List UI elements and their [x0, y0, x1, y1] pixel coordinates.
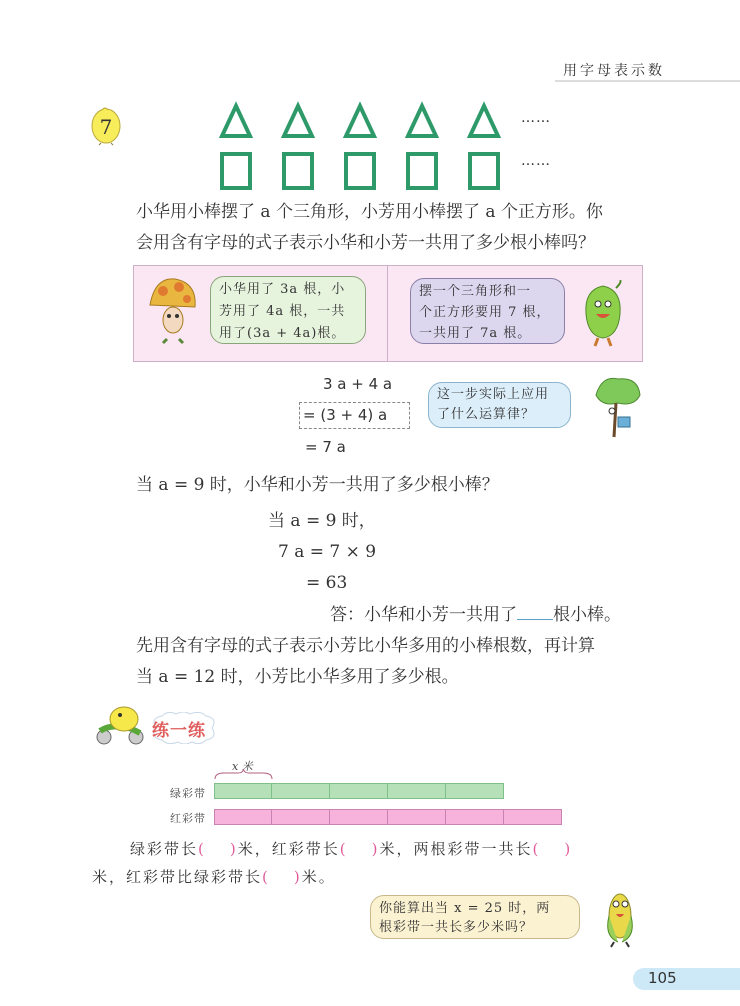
square-shape [222, 154, 250, 188]
ribbon-segment [504, 809, 562, 825]
squares-ellipsis: …… [521, 153, 551, 169]
chapter-title: 用字母表示数 [563, 63, 665, 79]
pepper-character-icon [578, 280, 628, 348]
pepper-speech-bubble: 摆一个三角形和一 个正方形要用 7 根， 一共用了 7a 根。 [410, 278, 565, 344]
ribbon-segment [272, 809, 330, 825]
ribbon-segment [214, 783, 272, 799]
example-number-badge-icon [88, 104, 124, 146]
ribbon-segment [214, 809, 272, 825]
discussion-divider [387, 265, 388, 362]
square-shape [470, 154, 498, 188]
question-2: 当 a = 9 时，小华和小芳一共用了多少根小棒？ [136, 475, 499, 495]
mushroom-speech-bubble: 小华用了 3a 根，小 芳用了 4a 根，一共 用了(3a + 4a)根。 [210, 276, 366, 344]
square-shape [408, 154, 436, 188]
stick-shapes-figure [210, 100, 510, 192]
x-meters-label: x 米 [232, 760, 253, 773]
green-ribbon-label: 绿彩带 [170, 787, 206, 800]
ribbon-segment [330, 809, 388, 825]
red-ribbon-label: 红彩带 [170, 812, 206, 825]
question-paragraph: 小华用小棒摆了 a 个三角形，小芳用小棒摆了 a 个正方形。你 会用含有字母的式子表示小华和小芳一共用了多少根小棒吗？ [136, 202, 603, 253]
fill-in-line-1: 绿彩带长( )米，红彩带长( )米，两根彩带一共长( ) [130, 840, 573, 858]
svg-text:7: 7 [99, 115, 113, 139]
solution-line-1: 当 a = 9 时， [268, 511, 376, 531]
solution-line-3: = 63 [306, 573, 348, 593]
triangle-shape [408, 106, 436, 136]
fill-in-line-2: 米，红彩带比绿彩带长( )米。 [92, 868, 336, 886]
cabbage-character-icon [588, 373, 644, 441]
ribbon-segment [330, 783, 388, 799]
mushroom-character-icon [145, 275, 200, 345]
ribbon-segment [446, 783, 504, 799]
square-shape [284, 154, 312, 188]
ribbon-segment [446, 809, 504, 825]
answer-blank[interactable] [517, 605, 553, 620]
equation-line-3: = 7 a [305, 438, 346, 456]
corn-character-icon [598, 886, 640, 948]
question-3: 先用含有字母的式子表示小芳比小华多用的小棒根数，再计算 当 a = 12 时，小芳比小华多用了多少根。 [136, 636, 595, 687]
triangle-shape [346, 106, 374, 136]
equation-line-1: 3 a + 4 a [323, 375, 393, 393]
triangle-shape [222, 106, 250, 136]
header-divider [555, 80, 740, 82]
practice-label: 练一练 [152, 721, 206, 741]
triangle-shape [284, 106, 312, 136]
solution-line-2: 7 a = 7 × 9 [278, 542, 377, 562]
ribbon-segment [272, 783, 330, 799]
green-ribbon-bar [214, 783, 504, 799]
red-ribbon-bar [214, 809, 562, 825]
ribbon-segment [388, 783, 446, 799]
answer-line: 答：小华和小芳一共用了 根小棒。 [330, 605, 621, 625]
corn-speech-bubble: 你能算出当 x = 25 时，两 根彩带一共长多少米吗？ [370, 895, 580, 939]
triangle-shape [470, 106, 498, 136]
triangles-ellipsis: …… [521, 110, 551, 126]
lemon-motorbike-icon [92, 705, 152, 745]
tree-speech-bubble: 这一步实际上应用 了什么运算律？ [428, 382, 571, 428]
square-shape [346, 154, 374, 188]
brace-icon [214, 768, 273, 780]
page-number: 105 [648, 969, 677, 987]
equation-line-2: = (3 + 4) a [303, 406, 388, 424]
ribbon-segment [388, 809, 446, 825]
